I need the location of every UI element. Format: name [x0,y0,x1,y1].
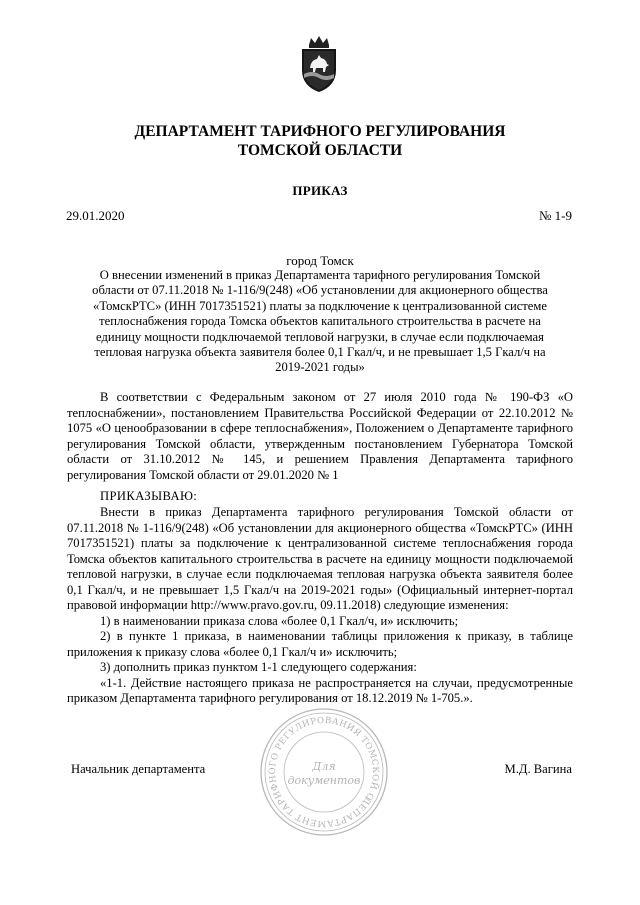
stamp-ring-text: ДЕПАРТАМЕНТ ТАРИФНОГО РЕГУЛИРОВАНИЯ ТОМСКОЙ ОБЛАСТИ [267,715,381,829]
signer-name: М.Д. Вагина [504,762,572,776]
order-item-3: 3) дополнить приказ пунктом 1-1 следующего содержания: [100,660,417,674]
document-kind: ПРИКАЗ [292,183,348,198]
order-heading: ПРИКАЗЫВАЮ: [100,489,198,503]
department-title-line2: ТОМСКОЙ ОБЛАСТИ [237,142,403,159]
document-number: № 1-9 [539,208,572,223]
order-quote-paragraph: «1-1. Действие настоящего приказа не распространяется на случаи, предусмотренные приказом Департамента тарифного регулирования от 18.12.2019 № 1-705.». [67,675,573,705]
department-title [0,122,640,160]
preamble-paragraph: В соответствии с Федеральным законом от 27 июля 2010 года № 190-ФЗ «О теплоснабжении», постановлением Правительства Российской Федерации от 22.10.2012 № 1075 «О ценообразовании в сфере теплоснабжения», Положением о Департаменте тарифного регулирования Томской области, утвержденным постановлением Губернатора Томской области от 31.10.2012 № 145, и решением Правления Департамента тарифного регулирования Томской области от 29.01.2020 № 1 [67,390,573,482]
city-line: город Томск [286,253,354,268]
stamp-center-line2: документов [287,774,361,787]
order-item-2: 2) в пункте 1 приказа, в наименовании таблицы приложения к приказу, в таблице приложения к приказу слова «более 0,1 Гкал/ч и» исключить; [67,629,573,659]
order-intro-paragraph: Внести в приказ Департамента тарифного регулирования Томской области от 07.11.2018 № 1-116/9(248) «Об установлении для акционерного общества «ТомскРТС» (ИНН 7017351521) платы за подключение к централизованной системе теплоснабжения города Томска объектов капитального строительства в расчете на единицу мощности подключаемой тепловой нагрузки, в случае если подключаемая тепловая нагрузка объекта заявителя более 0,1 Гкал/ч, и не превышает 1,5 Гкал/ч на 2019-2021 годы» (Официальный интернет-портал правовой информации http://www.pravo.gov.ru, 09.11.2018) следующие изменения: [67,505,573,612]
department-title-line1: ДЕПАРТАМЕНТ ТАРИФНОГО РЕГУЛИРОВАНИЯ [134,123,506,140]
order-item-1: 1) в наименовании приказа слова «более 0,1 Гкал/ч, и» исключить; [100,613,459,628]
coat-of-arms-icon [296,34,342,94]
document-subject: О внесении изменений в приказ Департамента тарифного регулирования Томской области от 07.11.2018 № 1-116/9(248) «Об установлении для акционерного общества «ТомскРТС» (ИНН 7017351521) платы за подключение к централизованной системе теплоснабжения города Томска объектов капитального строительства в расчете на единицу мощности подключаемой тепловой нагрузки, в случае если подключаемая тепловая нагрузка объекта заявителя более 0,1 Гкал/ч, и не превышает 1,5 Гкал/ч на 2019-2021 годы» [92,268,548,375]
stamp-center-line1: Для [312,760,336,773]
order-body [67,505,573,707]
document-date: 29.01.2020 [66,208,125,223]
official-stamp-icon [258,706,390,838]
signer-position: Начальник департамента [71,762,206,776]
